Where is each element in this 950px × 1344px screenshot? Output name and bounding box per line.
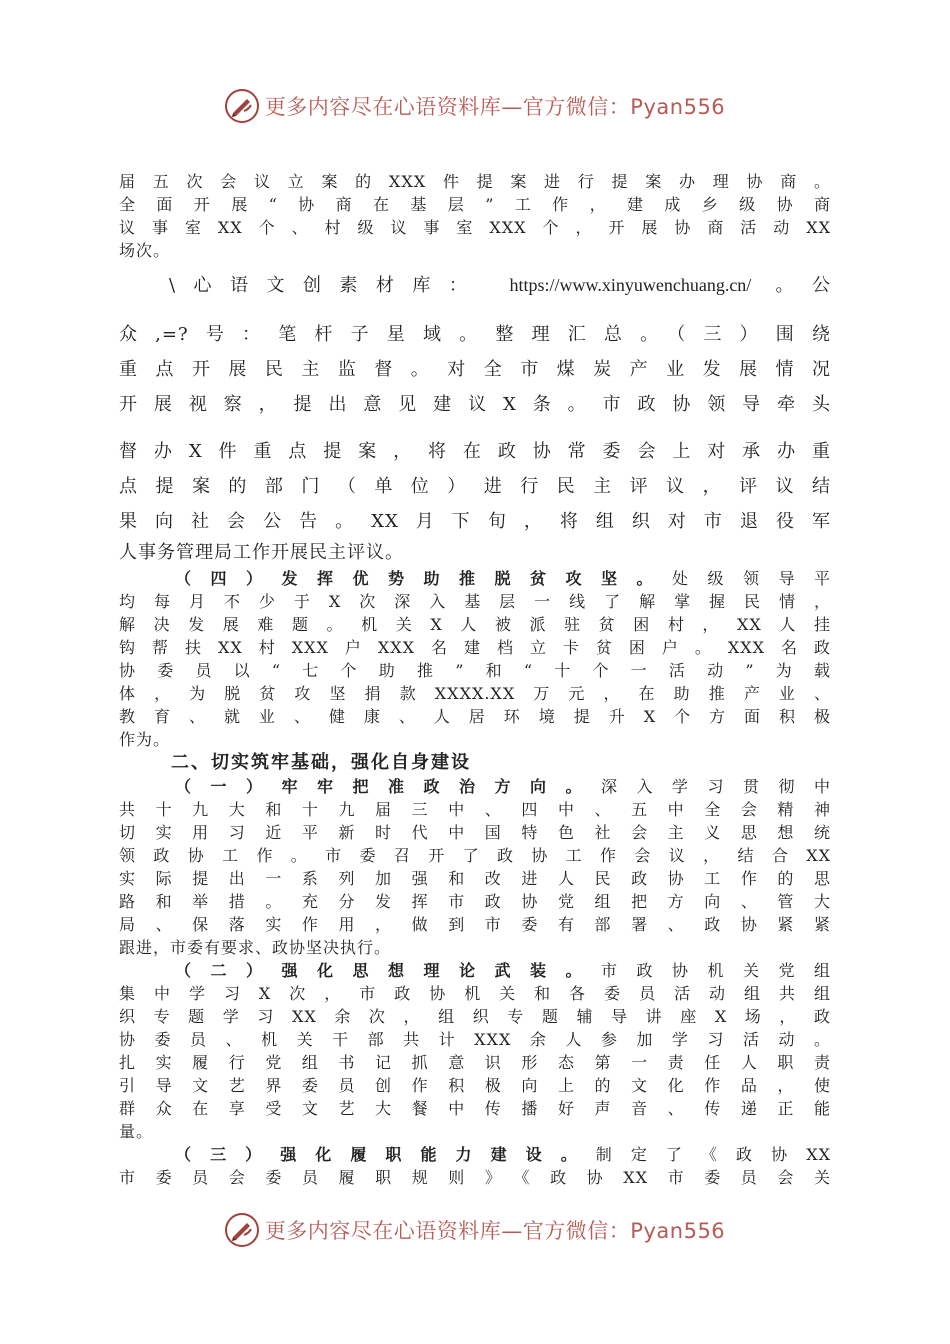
banner-text: 更多内容尽在心语资料库—官方微信：Pyan556 (264, 95, 726, 119)
source-url-line (119, 270, 831, 301)
subsection-heading: （三）强化履职能力建设。 (175, 1145, 596, 1164)
subsection-heading: （二）强化思想理论武装。 (175, 961, 601, 980)
paragraph-line: 协委员以“七个助推”和“十个一活动”为载 (119, 661, 831, 680)
section-line (119, 775, 831, 798)
subsection-heading: （一）牢牢把准政治方向。 (175, 777, 601, 796)
paragraph-line: 教育、就业、健康、人居环境提升X个方面积极 (119, 707, 831, 726)
subsection-heading: （四）发挥优势助推脱贫攻坚。 (175, 569, 672, 588)
paragraph-line: 场次。 (119, 241, 171, 260)
header-watermark-banner (0, 84, 950, 128)
paragraph-line: 钩帮扶XX村XXX户XXX名建档立卡贫困户。XXX名政 (119, 638, 831, 657)
pen-logo-icon (225, 89, 259, 123)
paragraph-line: 人事务管理局工作开展民主评议。 (119, 542, 404, 563)
paragraph-line: 路和举措。充分发挥市政协党组把方向、管大 (119, 892, 831, 911)
source-url-link[interactable]: https://www.xinyuwenchuang.cn/ (509, 275, 752, 295)
paragraph-line: 体，为脱贫攻坚捐款XXXX.XX万元，在助推产业、 (119, 684, 831, 703)
source-suffix: 。公 (775, 275, 831, 296)
banner-text: 更多内容尽在心语资料库—官方微信：Pyan556 (264, 1219, 726, 1243)
paragraph-line: 协委员、机关干部共计XXX余人参加学习活动。 (119, 1030, 831, 1049)
paragraph-line: 众,=?号：笔杆子星域。整理汇总。（三）围绕 (119, 324, 831, 345)
section-line (119, 1143, 831, 1166)
paragraph-line: 督办X件重点提案，将在政协常委会上对承办重 (119, 441, 831, 462)
section-line (119, 567, 831, 590)
paragraph-line: 重点开展民主监督。对全市煤炭产业发展情况 (119, 359, 831, 380)
paragraph-line: 量。 (119, 1122, 154, 1141)
paragraph-text: 制定了《政协XX (595, 1145, 831, 1164)
paragraph-line: 切实用习近平新时代中国特色社会主义思想统 (119, 823, 831, 842)
paragraph-line: 市委员会委员履职规则》《政协XX市委员会关 (119, 1168, 831, 1187)
paragraph-line: 果向社会公告。XX月下旬，将组织对市退役军 (119, 511, 831, 532)
paragraph-line: 共十九大和十九届三中、四中、五中全会精神 (119, 800, 831, 819)
paragraph-line: 扎实履行党组书记抓意识形态第一责任人职责 (119, 1053, 831, 1072)
paragraph-line: 解决发展难题。机关X人被派驻贫困村，XX人挂 (119, 615, 831, 634)
paragraph-line: 作为。 (119, 730, 171, 749)
paragraph-line: 均每月不少于X次深入基层一线了解掌握民情， (119, 592, 831, 611)
section-heading: 二、切实筑牢基础，强化自身建设 (171, 752, 471, 773)
paragraph-line: 局、保落实作用，做到市委有部署、政协紧紧 (119, 915, 831, 934)
paragraph-line: 织专题学习XX余次，组织专题辅导讲座X场，政 (119, 1007, 831, 1026)
footer-watermark-banner (0, 1208, 950, 1252)
section-line (119, 959, 831, 982)
paragraph-line: 开展视察，提出意见建议X条。市政协领导牵头 (119, 394, 831, 415)
paragraph-line: 引导文艺界委员创作积极向上的文化作品，使 (119, 1076, 831, 1095)
pen-logo-icon (225, 1213, 259, 1247)
paragraph-line: 群众在享受文艺大餐中传播好声音、传递正能 (119, 1099, 831, 1118)
paragraph-line: 跟进，市委有要求、政协坚决执行。 (119, 938, 392, 957)
paragraph-line: 议事室XX个、村级议事室XXX个，开展协商活动XX (119, 218, 831, 237)
paragraph-text: 深入学习贯彻中 (600, 777, 831, 796)
paragraph-line: 届五次会议立案的XXX件提案进行提案办理协商。 (119, 172, 831, 191)
paragraph-line: 集中学习X次，市政协机关和各委员活动组共组 (119, 984, 831, 1003)
source-label: \心语文创素材库： (169, 275, 486, 296)
paragraph-text: 市政协机关党组 (600, 961, 831, 980)
paragraph-line: 领政协工作。市委召开了政协工作会议，结合XX (119, 846, 831, 865)
paragraph-line: 点提案的部门（单位）进行民主评议，评议结 (119, 476, 831, 497)
paragraph-line: 实际提出一系列加强和改进人民政协工作的思 (119, 869, 831, 888)
paragraph-text: 处级领导平 (671, 569, 831, 588)
document-body (119, 170, 831, 1189)
paragraph-line: 全面开展“协商在基层”工作，建成乡级协商 (119, 195, 831, 214)
